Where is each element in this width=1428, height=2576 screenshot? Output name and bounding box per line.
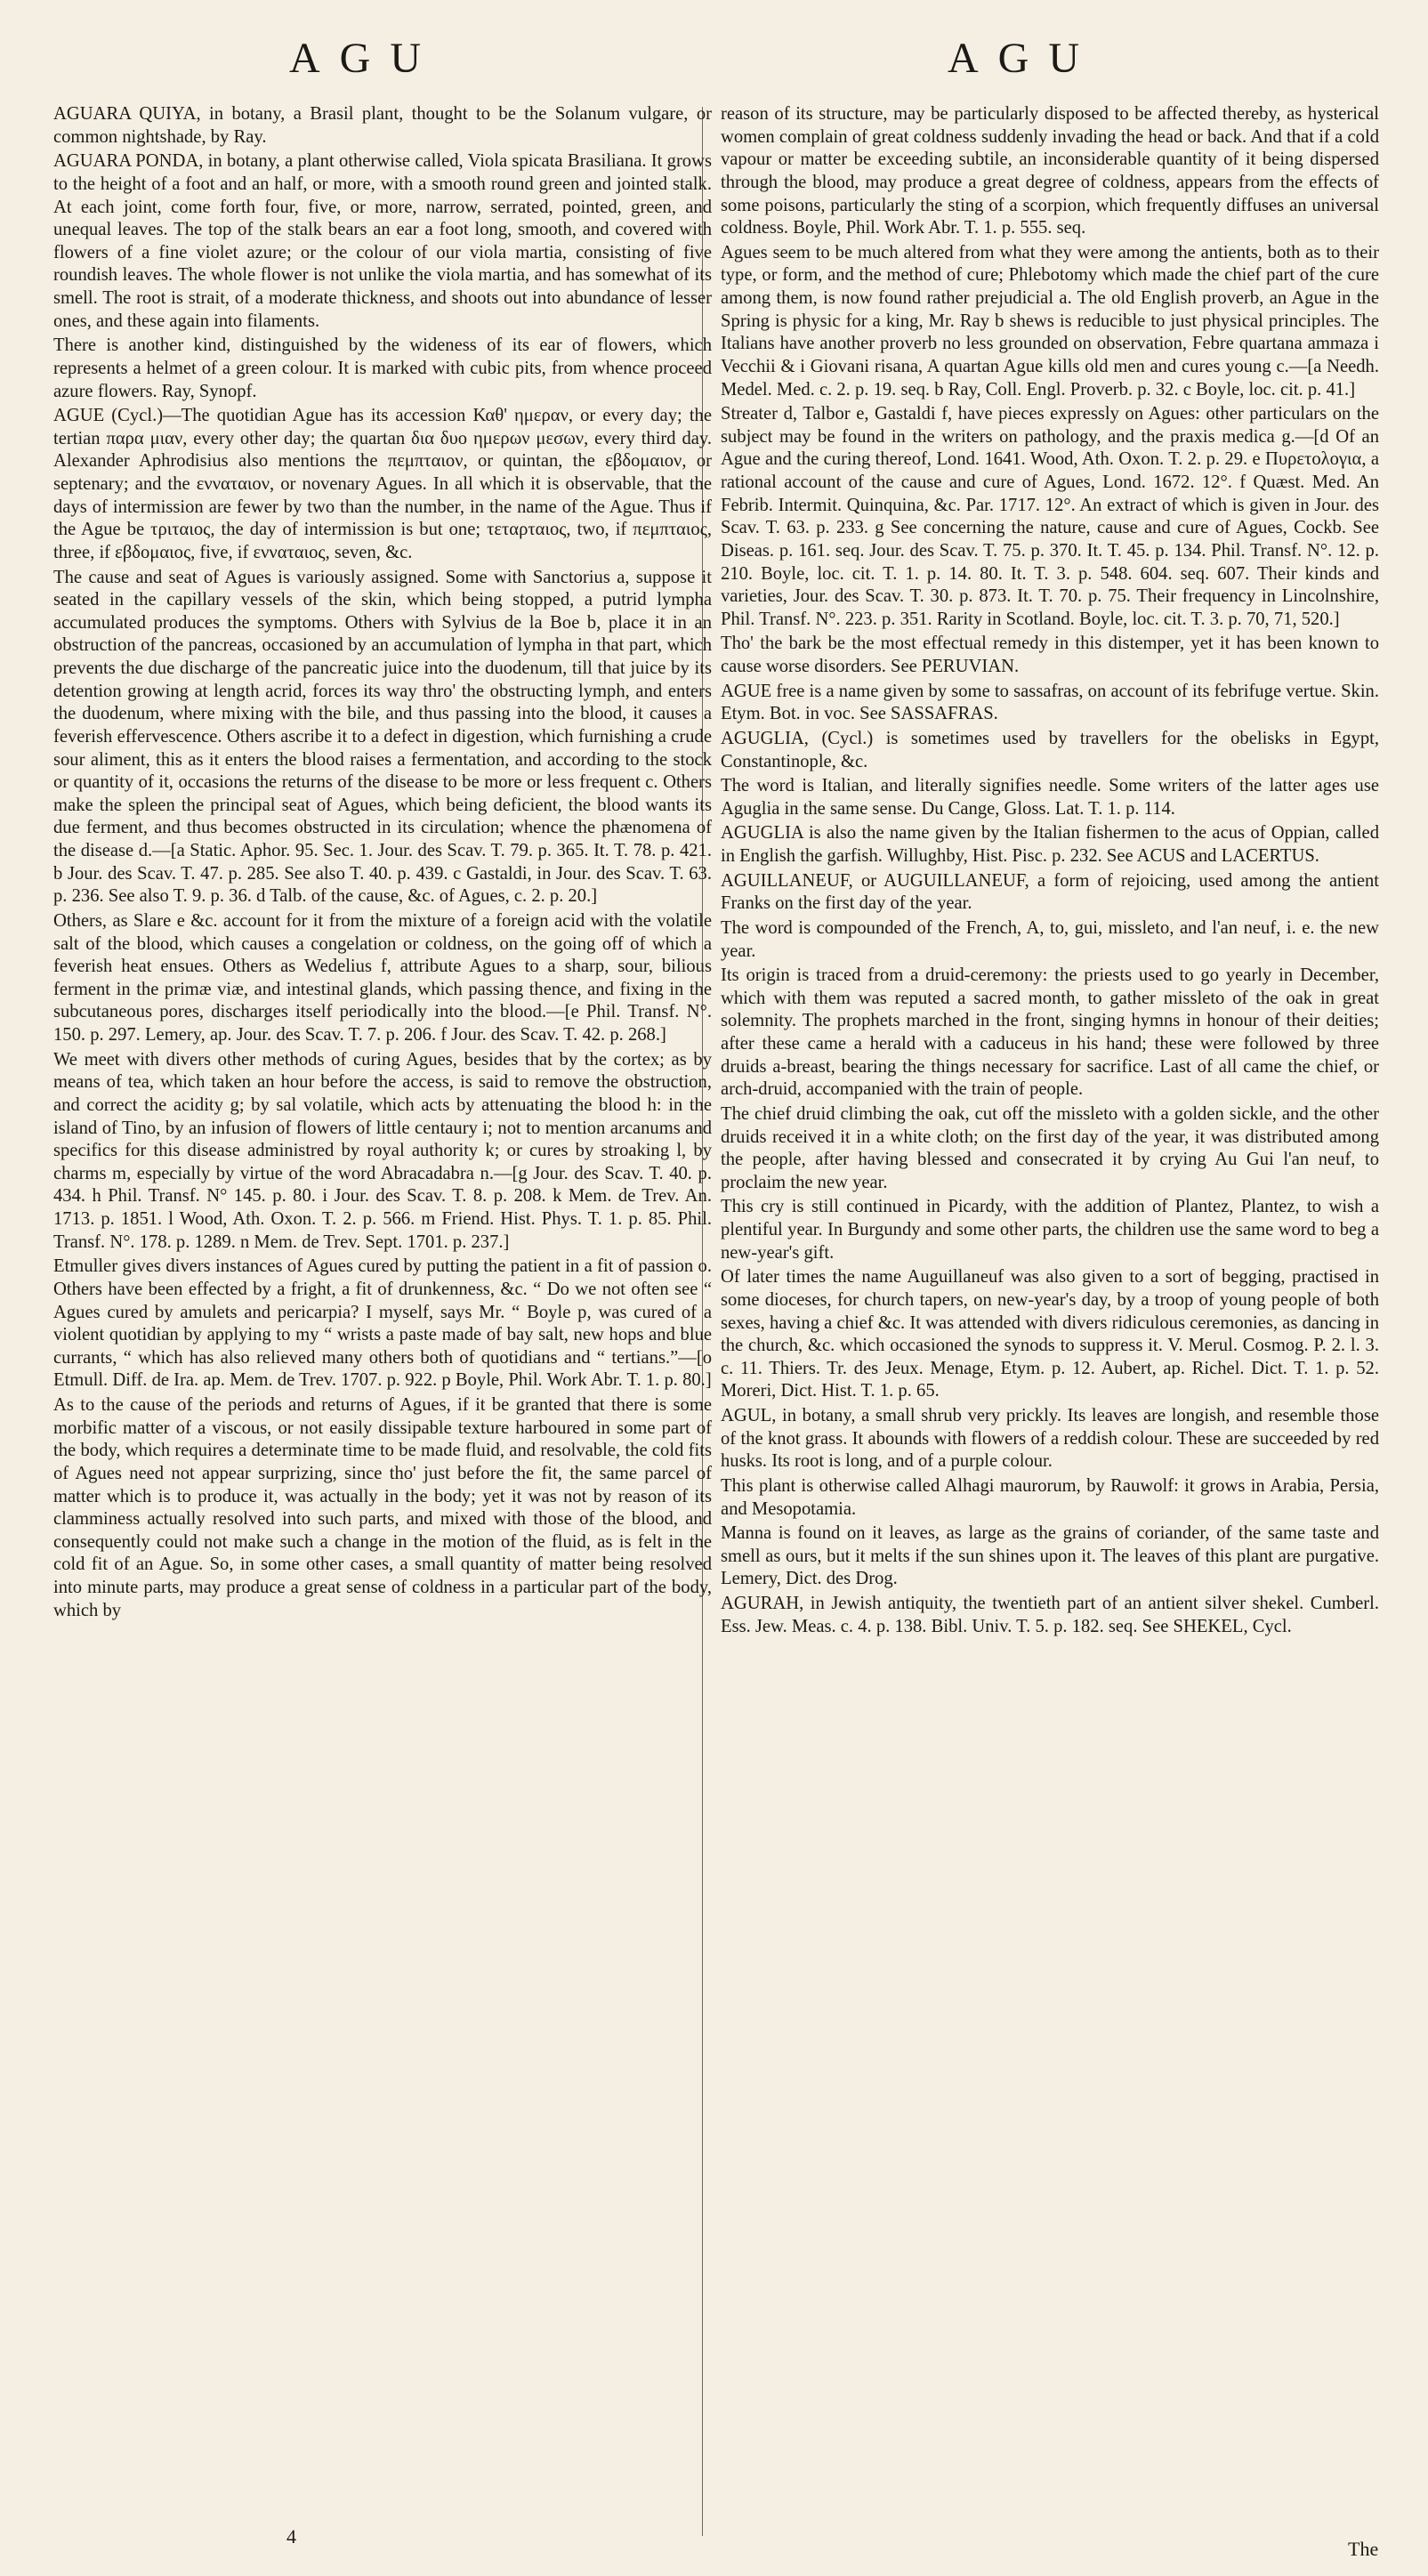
paragraph: Its origin is traced from a druid-ceremony: the priests used to go yearly in December, which with them was reputed a sacred month, to gather missleto of the oak in great solemnity. The prophets marched in the front, singing hymns in honour of their deities; after these came a herald with a caduceus in his hand; these were followed by three druids a-breast, bearing the things necessary for sacrifice. Last of all came the chief, or arch-druid, accompanied with the train of people. <box>721 965 1379 1100</box>
entry-agurah: AGURAH, in Jewish antiquity, the twentieth part of an antient silver shekel. Cumberl. Ess. Jew. Meas. c. 4. p. 138. Bibl. Univ. T. 5. p. 182. seq. See SHEKEL, Cycl. <box>721 1594 1379 1636</box>
entry-aguglia: AGUGLIA, (Cycl.) is sometimes used by travellers for the obelisks in Egypt, Constantinople, &c. <box>721 728 1379 771</box>
paragraph: Streater d, Talbor e, Gastaldi f, have pieces expressly on Agues: other particulars on the subject may be found in the writers on pathology, and the praxis medica g.—[d Of an Ague and the curing thereof, Lond. 1641. Wood, Ath. Oxon. T. 2. p. 29. e Πυρετολογια, a rational account of the cause and cure of Agues, Lond. 1672. 12°. f Quæst. Med. An Febrib. Intermit. Quinquina, &c. Par. 1717. 12°. An extract of which is given in Jour. des Scav. T. 63. p. 233. g See concerning the nature, cause and cure of Agues, Cockb. See Diseas. p. 161. seq. Jour. des Scav. T. 75. p. 370. It. T. 45. p. 134. Phil. Transf. N°. 12. p. 210. Boyle, loc. cit. T. 1. p. 14. 80. It. T. 3. p. 548. 604. seq. 607. Their kinds and varieties, Jour. des Scav. T. 30. p. 873. It. T. 70. p. 75. Their frequency in Lincolnshire, Phil. Transf. N°. 223. p. 351. Rarity in Scotland. Boyle, loc. cit. T. 3. p. 70, 71, 520.] <box>721 404 1379 629</box>
entry-ague-free: AGUE free is a name given by some to sassafras, on account of its febrifuge vertue. Skin. Etym. Bot. in voc. See SASSAFRAS. <box>721 681 1379 724</box>
paragraph: The word is compounded of the French, A, to, gui, missleto, and l'an neuf, i. e. the new year. <box>721 917 1379 961</box>
paragraph: Others, as Slare e &c. account for it from the mixture of a foreign acid with the volatile salt of the blood, which causes a congelation or coldness, on the going off of which a feverish heat ensues. Others as Wedelius f, attribute Agues to a sharp, sour, bilious ferment in the primæ viæ, and intestinal glands, which passing thence, and fixing in the subcutaneous pores, discharges itself periodically into the blood.—[e Phil. Transf. N°. 150. p. 297. Lemery, ap. Jour. des Scav. T. 7. p. 206. f Jour. des Scav. T. 42. p. 268.] <box>53 910 712 1045</box>
entry-aguara-quiya: AGUARA QUIYA, in botany, a Brasil plant, thought to be the Solanum vulgare, or common nightshade, by Ray. <box>53 104 712 147</box>
paragraph: reason of its structure, may be particularly disposed to be affected thereby, as hysterical women complain of great coldness suddenly invading the head or back. And that if a cold vapour or matter be exceeding subtile, an inconsiderable quantity of it being dispersed through the blood, may produce a great degree of coldness, appears from the effects of some poisons, particularly the sting of a scorpion, which frequently diffuses an universal coldness. Boyle, Phil. Work Abr. T. 1. p. 555. seq. <box>721 104 1379 238</box>
entry-agul: AGUL, in botany, a small shrub very prickly. Its leaves are longish, and resemble those of the knot grass. It abounds with flowers of a reddish colour. These are succeeded by red husks. Its root is long, and of a purple colour. <box>721 1406 1379 1472</box>
paragraph: This plant is otherwise called Alhagi maurorum, by Rauwolf: it grows in Arabia, Persia, and Mesopotamia. <box>721 1475 1379 1519</box>
paragraph: Tho' the bark be the most effectual remedy in this distemper, yet it has been known to cause worse disorders. See PERUVIAN. <box>721 634 1379 676</box>
running-head-left: AGU <box>289 35 440 82</box>
paragraph: Of later times the name Auguillaneuf was also given to a sort of begging, practised in some dioceses, for church tapers, on new-year's day, by a troop of young people of both sexes, having a chief &c. It was attended with divers ridiculous ceremonies, as dancing in the church, &c. which occasioned the synods to suppress it. V. Merul. Cosmog. P. 2. l. 3. c. 11. Thiers. Tr. des Jeux. Menage, Etym. p. 12. Aubert, ap. Richel. Dict. T. 1. p. 52. Moreri, Dict. Hist. T. 1. p. 65. <box>721 1267 1379 1401</box>
paragraph: The chief druid climbing the oak, cut off the missleto with a golden sickle, and the other druids received it in a white cloth; on the first day of the year, it was distributed among the people, after having blessed and consecrated it by crying Au Gui l'an neuf, to proclaim the new year. <box>721 1103 1379 1192</box>
paragraph: The cause and seat of Agues is variously assigned. Some with Sanctorius a, suppose it seated in the capillary vessels of the skin, which being stopped, a putrid lympha accumulated produces the symptoms. Others with Sylvius de la Boe b, place it in an obstruction of the pancreas, occasioned by an accumulation of lympha in that part, which prevents the due discharge of the pancreatic juice into the duodenum, till that juice by its detention growing at length acrid, forces its way thro' the obstructing lymph, and enters the duodenum, where mixing with the bile, and thus passing into the blood, it causes a feverish effervescence. Others ascribe it to a defect in digestion, which furnishing a crude sour aliment, this as it enters the blood raises a fermentation, and according to the stock or quantity of it, occasions the returns of the disease to be more or less frequent c. Others make the spleen the principal seat of Agues, which being deficient, the blood wants its due ferment, and thus becomes obstructed in its circulation; whence the phænomena of the disease d.—[a Static. Aphor. 95. Sec. 1. Jour. des Scav. T. 79. p. 365. It. T. 78. p. 421. b Jour. des Scav. T. 47. p. 285. See also T. 40. p. 439. c Gastaldi, in Jour. des Scav. T. 63. p. 236. See also T. 9. p. 36. d Talb. of the cause, &c. of Agues, c. 2. p. 20.] <box>53 567 712 907</box>
paragraph: We meet with divers other methods of curing Agues, besides that by the cortex; as by means of tea, which taken an hour before the access, is said to remove the obstruction, and correct the acidity g; by sal volatile, which acts by attenuating the blood h: in the island of Tino, by an infusion of flowers of little centaury i; not to mention arcanums and specifics for this disease administred by royal authority k; or cures by stroaking l, by charms m, especially by virtue of the word Abracadabra n.—[g Jour. des Scav. T. 40. p. 434. h Phil. Transf. N° 145. p. 80. i Jour. des Scav. T. 8. p. 208. k Mem. de Trev. An. 1713. p. 1851. l Wood, Ath. Oxon. T. 2. p. 566. m Friend. Hist. Phys. T. 1. p. 85. Phil. Transf. N°. 178. p. 1289. n Mem. de Trev. Sept. 1701. p. 237.] <box>53 1049 712 1252</box>
page-number: 4 <box>286 2525 296 2548</box>
entry-ague: AGUE (Cycl.)—The quotidian Ague has its accession Καθ' ημεραν, or every day; the tertian παρα μιαν, every other day; the quartan δια δυο ημερων μεσων, every third day. Alexander Aphrodisius also mentions the πεμπταιον, or quintan, the εβδομαιον, or septenary; and the ενναταιον, or novenary Agues. In all which it is observable, that the days of intermission are fewer by two than the number, in the name of the Ague. Thus if the Ague be τριταιος, the day of intermission is but one; τεταρταιος, two, if πεμπταιος, three, if εβδομαιος, five, if ενναταιος, seven, &c. <box>53 406 712 562</box>
paragraph: This cry is still continued in Picardy, with the addition of Plantez, Plantez, to wish a plentiful year. In Burgundy and some other parts, the children use the same word to beg a new-year's gift. <box>721 1197 1379 1263</box>
catchword: The <box>1348 2538 1379 2560</box>
entry-aguillaneuf: AGUILLANEUF, or AUGUILLANEUF, a form of rejoicing, used among the antient Franks on the first day of the year. <box>721 870 1379 914</box>
left-column <box>53 103 712 1622</box>
paragraph: Manna is found on it leaves, as large as the grains of coriander, of the same taste and smell as ours, but it melts if the sun shines upon it. The leaves of this plant are purgative. Lemery, Dict. des Drog. <box>721 1523 1379 1589</box>
entry-aguara-ponda: AGUARA PONDA, in botany, a plant otherwise called, Viola spicata Brasiliana. It grows to the height of a foot and an half, or more, with a smooth round green and jointed stalk. At each joint, come forth four, five, or more, narrow, serrated, pointed, green, and unequal leaves. The top of the stalk bears an ear a foot long, smooth, and covered with flowers of a fine violet azure; or the colour of our viola martia, consisting of five roundish leaves. The whole flower is not unlike the viola martia, and has somewhat of its smell. The root is strait, of a moderate thickness, and shoots out into abundance of lesser ones, and these again into filaments. <box>53 151 712 331</box>
paragraph: The word is Italian, and literally signifies needle. Some writers of the latter ages use Aguglia in the same sense. Du Cange, Gloss. Lat. T. 1. p. 114. <box>721 776 1379 819</box>
paragraph: There is another kind, distinguished by the wideness of its ear of flowers, which represents a helmet of a green colour. It is marked with cubic pits, from whence proceed azure flowers. Ray, Synopf. <box>53 335 712 401</box>
paragraph: Agues seem to be much altered from what they were among the antients, both as to their type, or form, and the method of cure; Phlebotomy which made the chief part of the cure among them, is now found rather prejudicial a. The old English proverb, an Ague in the Spring is physic for a king, Mr. Ray b shews is reducible to just physical principles. The Italians have another proverb no less grounded on observation, Febre quartana ammaza i Vecchii & i Giovani risana, A quartan Ague kills old men and cures young c.—[a Needh. Medel. Med. c. 2. p. 19. seq. b Ray, Coll. Engl. Proverb. p. 32. c Boyle, loc. cit. p. 41.] <box>721 242 1379 400</box>
paragraph: Etmuller gives divers instances of Agues cured by putting the patient in a fit of passion o. Others have been effected by a fright, a fit of drunkenness, &c. “ Do we not often see “ Agues cured by amulets and pericarpia? I myself, says Mr. “ Boyle p, was cured of a violent quotidian by applying to my “ wrists a paste made of bay salt, new hops and blue currants, “ which has also relieved many others both of quotidians and “ tertians.”—[o Etmull. Diff. de Ira. ap. Mem. de Trev. 1707. p. 922. p Boyle, Phil. Work Abr. T. 1. p. 80.] <box>53 1256 712 1391</box>
paragraph: As to the cause of the periods and returns of Agues, if it be granted that there is some morbific matter of a viscous, or not easily dissipable texture harboured in some part of the body, which requires a determinate time to be made fluid, and resolvable, the cold fits of Agues need not appear surprizing, since tho' just before the fit, the same parcel of matter which is to produce it, was actually in the body; yet it was not by reason of its clamminess actually resolved into such parts, and mixed with those of the blood, and consequently could not make such a change in the motion of the fluid, as is felt in the cold fit of an Ague. So, in some other cases, a small quantity of matter being resolved into minute parts, may produce a great sense of coldness in a particular part of the body, which by <box>53 1395 712 1620</box>
entry-aguglia-fish: AGUGLIA is also the name given by the Italian fishermen to the acus of Oppian, called in English the garfish. Willughby, Hist. Pisc. p. 232. See ACUS and LACERTUS. <box>721 823 1379 866</box>
running-head-right: AGU <box>948 35 1099 82</box>
right-column <box>721 103 1379 1638</box>
